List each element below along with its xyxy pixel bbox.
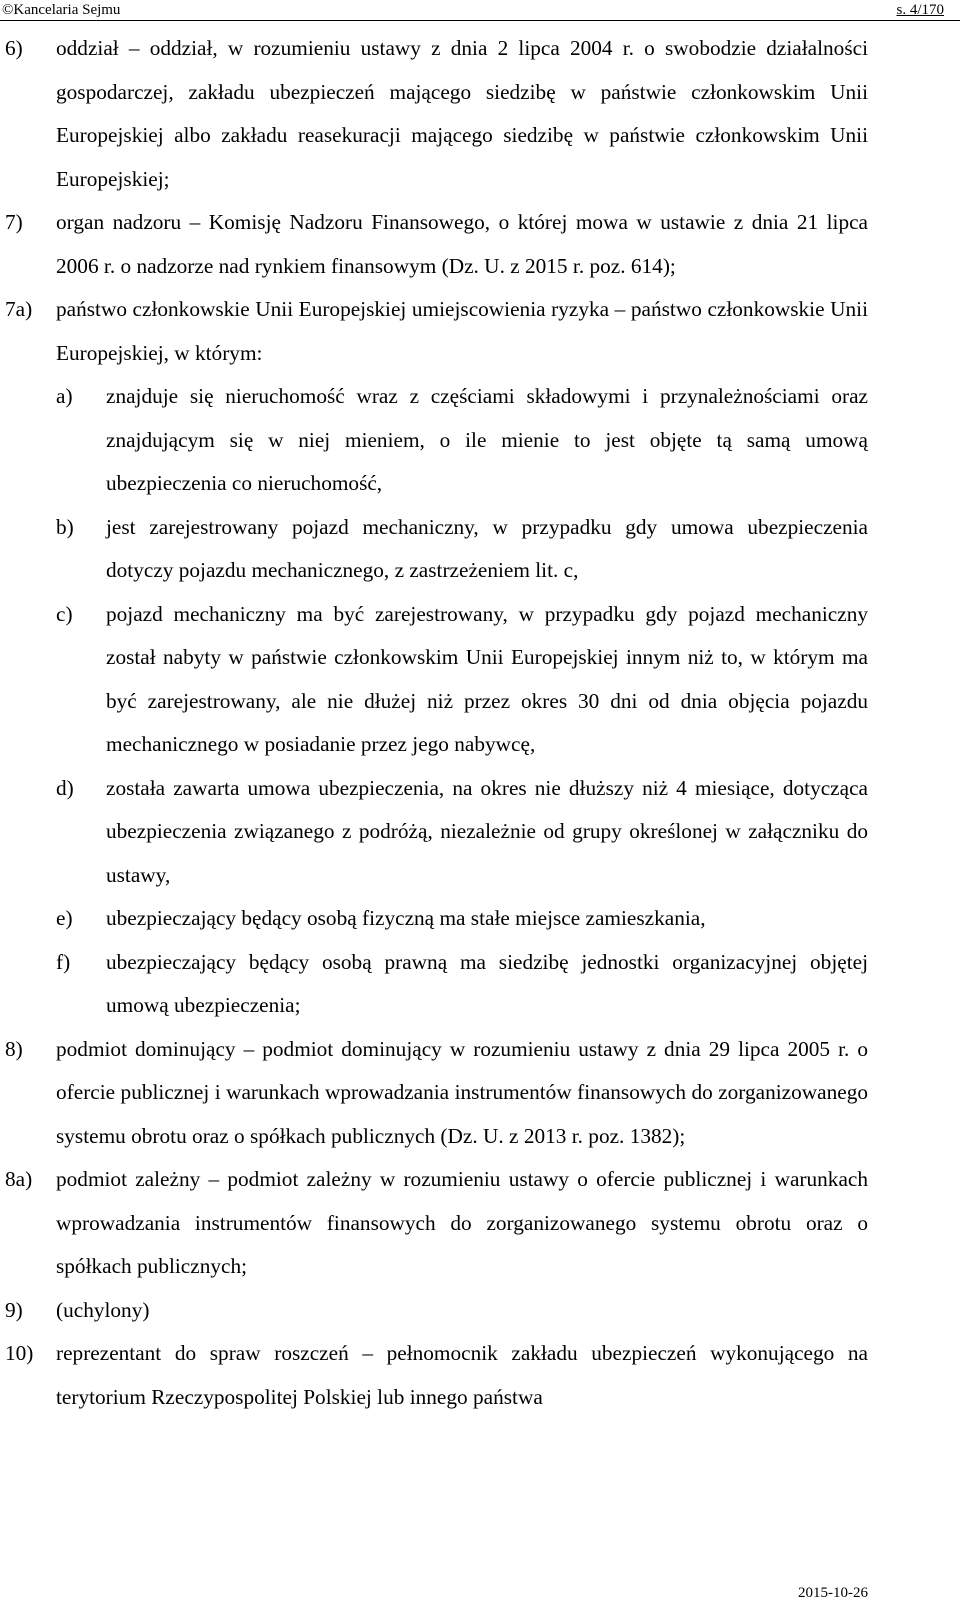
sub-item-f: [0, 941, 868, 1028]
item-text: reprezentant do spraw roszczeń – pełnomocnik zakładu ubezpieczeń wykonującego na terytorium Rzeczypospolitej Polskiej lub innego państwa: [56, 1341, 868, 1409]
sub-item-e: [0, 897, 868, 941]
definition-item-8a: [0, 1158, 868, 1289]
sub-item-letter: f): [56, 949, 71, 974]
sub-item-letter: b): [56, 514, 74, 539]
page-number: s. 4/170: [896, 2, 944, 18]
sub-item-letter: d): [56, 775, 74, 800]
document-body: [0, 27, 960, 1419]
sub-item-text: ubezpieczający będący osobą prawną ma siedzibę jednostki organizacyjnej objętej umową ubezpieczenia;: [106, 949, 868, 1017]
item-number: 10): [5, 1341, 34, 1365]
item-text: podmiot dominujący – podmiot dominujący w rozumieniu ustawy z dnia 29 lipca 2005 r. o ofercie publicznej i warunkach wprowadzania instrumentów finansowych do zorganizowanego systemu obrotu oraz o spółkach publicznych (Dz. U. z 2013 r. poz. 1382);: [56, 1036, 868, 1148]
item-text: państwo członkowskie Unii Europejskiej umiejscowienia ryzyka – państwo członkowskie Unii Europejskiej, w którym:: [56, 297, 868, 365]
sub-item-letter: c): [56, 601, 73, 626]
sub-item-letter: e): [56, 906, 73, 930]
sub-item-d: [0, 767, 868, 898]
definition-item-7a: [0, 288, 868, 375]
item-number: 8): [5, 1036, 23, 1061]
sub-item-text: jest zarejestrowany pojazd mechaniczny, w przypadku gdy umowa ubezpieczenia dotyczy pojazdu mechanicznego, z zastrzeżeniem lit. c,: [106, 514, 868, 582]
copyright-label: ©Kancelaria Sejmu: [2, 2, 121, 18]
definition-item-7: [0, 201, 868, 288]
definition-item-10: [0, 1332, 868, 1419]
sub-item-text: znajduje się nieruchomość wraz z częściami składowymi i przynależnościami oraz znajdującym się w niej mieniem, o ile mienie to jest objęte tą samą umową ubezpieczenia co nieruchomość,: [106, 384, 868, 495]
item-text: podmiot zależny – podmiot zależny w rozumieniu ustawy o ofercie publicznej i warunkach wprowadzania instrumentów finansowych do zorganizowanego systemu obrotu oraz o spółkach publicznych;: [56, 1167, 868, 1278]
item-text: organ nadzoru – Komisję Nadzoru Finansowego, o której mowa w ustawie z dnia 21 lipca 2006 r. o nadzorze nad rynkiem finansowym (Dz. U. z 2015 r. poz. 614);: [56, 210, 868, 278]
header-divider: [0, 20, 960, 21]
sub-item-text: pojazd mechaniczny ma być zarejestrowany, w przypadku gdy pojazd mechaniczny został nabyty w państwie członkowskim Unii Europejskiej innym niż to, w którym ma być zarejestrowany, ale nie dłużej niż przez okres 30 dni od dnia objęcia pojazdu mechanicznego w posiadanie przez jego nabywcę,: [106, 601, 868, 756]
item-number: 8a): [5, 1167, 33, 1191]
item-number: 7): [5, 210, 23, 234]
item-number: 9): [5, 1297, 23, 1322]
sub-item-a: [0, 375, 868, 506]
sub-item-b: [0, 506, 868, 593]
definition-item-9: [0, 1289, 868, 1333]
definition-item-8: [0, 1028, 868, 1159]
item-text: oddział – oddział, w rozumieniu ustawy z dnia 2 lipca 2004 r. o swobodzie działalności gospodarczej, zakładu ubezpieczeń mającego siedzibę w państwie członkowskim Unii Europejskiej albo zakładu reasekuracji mającego siedzibę w państwie członkowskim Unii Europejskiej;: [56, 36, 868, 191]
sub-item-letter: a): [56, 384, 73, 408]
item-number: 7a): [5, 297, 33, 321]
sub-item-text: została zawarta umowa ubezpieczenia, na okres nie dłuższy niż 4 miesiące, dotycząca ubezpieczenia związanego z podróżą, niezależnie od grupy określonej w załączniku do ustawy,: [106, 775, 868, 887]
sub-item-c: [0, 593, 868, 767]
definition-item-6: [0, 27, 868, 201]
item-text: (uchylony): [56, 1297, 150, 1322]
page-header: [0, 0, 960, 20]
item-number: 6): [5, 36, 23, 60]
document-date: 2015-10-26: [798, 1585, 868, 1601]
sub-item-text: ubezpieczający będący osobą fizyczną ma stałe miejsce zamieszkania,: [106, 906, 706, 930]
